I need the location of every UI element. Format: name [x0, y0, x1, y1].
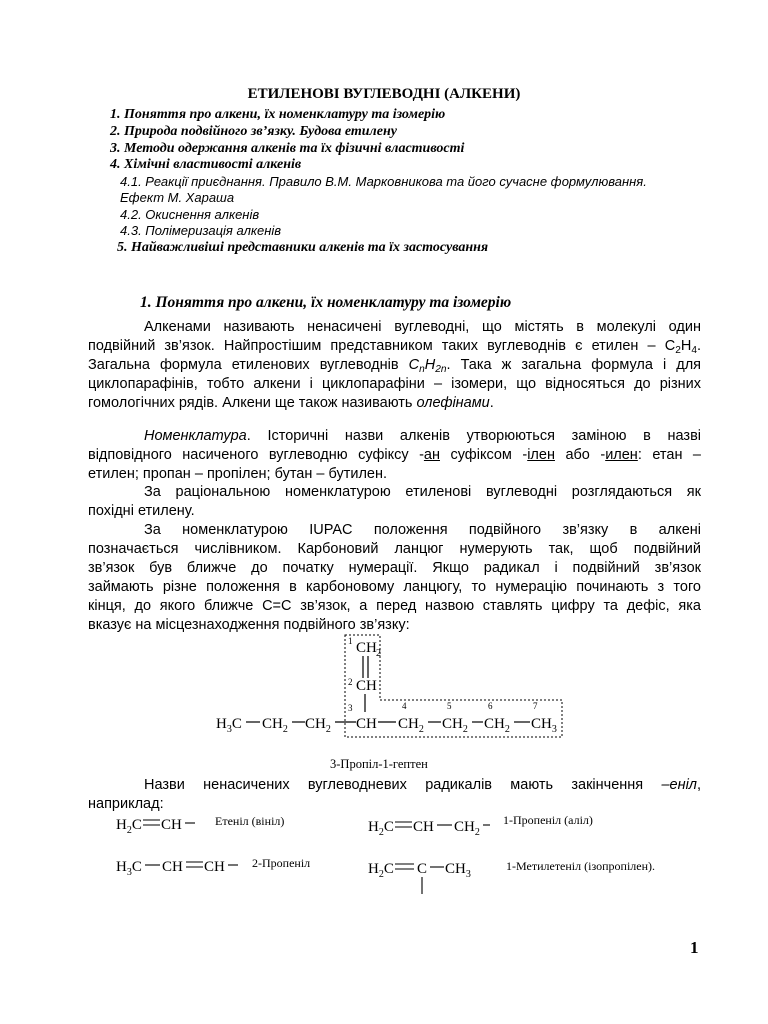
paragraph-5: Назви ненасичених вуглеводневих радикалів мають закінчення –еніл, — [144, 777, 702, 793]
chain-ch2-c: $CH_2$ — [398, 716, 424, 735]
locant-6: 6 — [488, 701, 493, 711]
ch-mid: CH — [356, 678, 377, 694]
chain-ch2-e: $CH_2$ — [484, 716, 510, 735]
radical-4-name: 1-Метилетеніл (ізопропілен). — [506, 859, 656, 873]
chain-ch: CH — [356, 716, 377, 732]
svg-text:H2C: $H_2C$ — [368, 819, 394, 838]
locant-3: 3 — [348, 703, 353, 713]
paragraph-3-body: похідні етилену. — [88, 503, 195, 519]
toc-item-4-3: 4.3. Полімеризація алкенів — [120, 223, 282, 238]
paragraph-5-body: наприклад: — [88, 796, 164, 812]
toc-item-4: 4. Хімічні властивості алкенів — [110, 157, 302, 172]
radical-1-name: Етеніл (вініл) — [215, 814, 285, 828]
toc-item-4-1-cont: Ефект М. Хараша — [120, 190, 235, 205]
toc-item-5: 5. Найважливіші представники алкенів та їх застосування — [117, 240, 489, 255]
paragraph-3: За раціональною номенклатурою етиленові вуглеводні розглядаються як — [144, 484, 701, 500]
svg-text:CH: CH — [413, 819, 434, 835]
svg-text:CH: CH — [161, 817, 182, 833]
svg-text:CH3: $CH_3$ — [445, 861, 471, 880]
paragraph-1: Алкенами називають ненасичені вуглеводні, що містять в молекулі один — [144, 319, 701, 335]
paragraph-1-body: подвійний зв’язок. Найпростішим представником таких вуглеводнів є етилен – $C_2H_4$. Загальна формула етиленових вуглеводнів $C_nH_{2n}$. Така ж загальна формула і для циклопарафінів, тобто алкени і циклопарафіни – ізомери, що відносяться до різних гомологічних рядів. Алкени ще також називають олефінами. — [88, 338, 702, 411]
svg-text:CH: CH — [162, 859, 183, 875]
page-number: 1 — [690, 938, 699, 957]
structural-formula — [200, 632, 580, 744]
radical-3-name: 2-Пропеніл — [252, 856, 311, 870]
radical-2-propenyl — [110, 852, 250, 878]
radical-propenyl-allyl — [362, 810, 502, 838]
locant-2: 2 — [348, 677, 353, 687]
chain-ch2-b: $CH_2$ — [305, 716, 331, 735]
locant-7: 7 — [533, 701, 538, 711]
paragraph-2: Номенклатура. Історичні назви алкенів утворюються заміною в назві — [144, 428, 701, 444]
ch2-top: CH — [356, 640, 377, 656]
chain-h3c: $H_3C$ — [216, 716, 242, 735]
paragraph-4-body: позначається числівником. Карбоновий ланцюг нумерують так, щоб подвійний зв’язок був ближче до початку нумерації. Якщо радикал і подвійний зв’язок займають різне положення в карбоновому ланцюгу, то нумерацію починають з того кінця, до якого ближче C=C зв’язок, а перед назвою ставлять цифру та дефіс, яка вказує на місцезнаходження подвійного зв’язку: — [88, 541, 701, 633]
page-title: ЕТИЛЕНОВІ ВУГЛЕВОДНІ (АЛКЕНИ) — [247, 86, 521, 102]
svg-text:CH: CH — [204, 859, 225, 875]
svg-text:CH2: $CH_2$ — [454, 819, 480, 838]
chain-ch3: $CH_3$ — [531, 716, 557, 735]
locant-5: 5 — [447, 701, 452, 711]
toc-item-4-1: 4.1. Реакції приєднання. Правило В.М. Марковникова та його сучасне формулювання. — [120, 174, 647, 189]
svg-text:C: C — [417, 861, 428, 877]
locant-1: 1 — [348, 636, 353, 646]
toc-item-1: 1. Поняття про алкени, їх номенклатуру та ізомерію — [110, 107, 446, 122]
svg-text:H3C: $H_3C$ — [116, 859, 142, 878]
structure-caption: 3-Пропіл-1-гептен — [330, 757, 428, 771]
locant-4: 4 — [402, 701, 407, 711]
paragraph-4: За номенклатурою IUPAC положення подвійного зв’язку в алкені — [144, 522, 701, 538]
paragraph-2-body: відповідного насиченого вуглеводню суфіксу -ан суфіксом -ілен або -илен: етан – етилен; пропан – пропілен; бутан – бутилен. — [88, 447, 701, 482]
chain-ch2-d: $CH_2$ — [442, 716, 468, 735]
toc-item-3: 3. Методи одержання алкенів та їх фізичні властивості — [110, 141, 465, 156]
section-heading: 1. Поняття про алкени, їх номенклатуру та ізомерію — [140, 294, 512, 311]
svg-text:H2C: $H_2C$ — [116, 817, 142, 836]
chain-ch2-a: $CH_2$ — [262, 716, 288, 735]
svg-text:H2C: $H_2C$ — [368, 861, 394, 880]
toc-item-4-2: 4.2. Окиснення алкенів — [120, 207, 260, 222]
toc-item-2: 2. Природа подвійного зв’язку. Будова етилену — [110, 124, 397, 139]
radical-methylethenyl — [362, 852, 502, 896]
svg-text:2: 2 — [376, 648, 381, 659]
radical-2-name: 1-Пропеніл (аліл) — [503, 813, 593, 827]
